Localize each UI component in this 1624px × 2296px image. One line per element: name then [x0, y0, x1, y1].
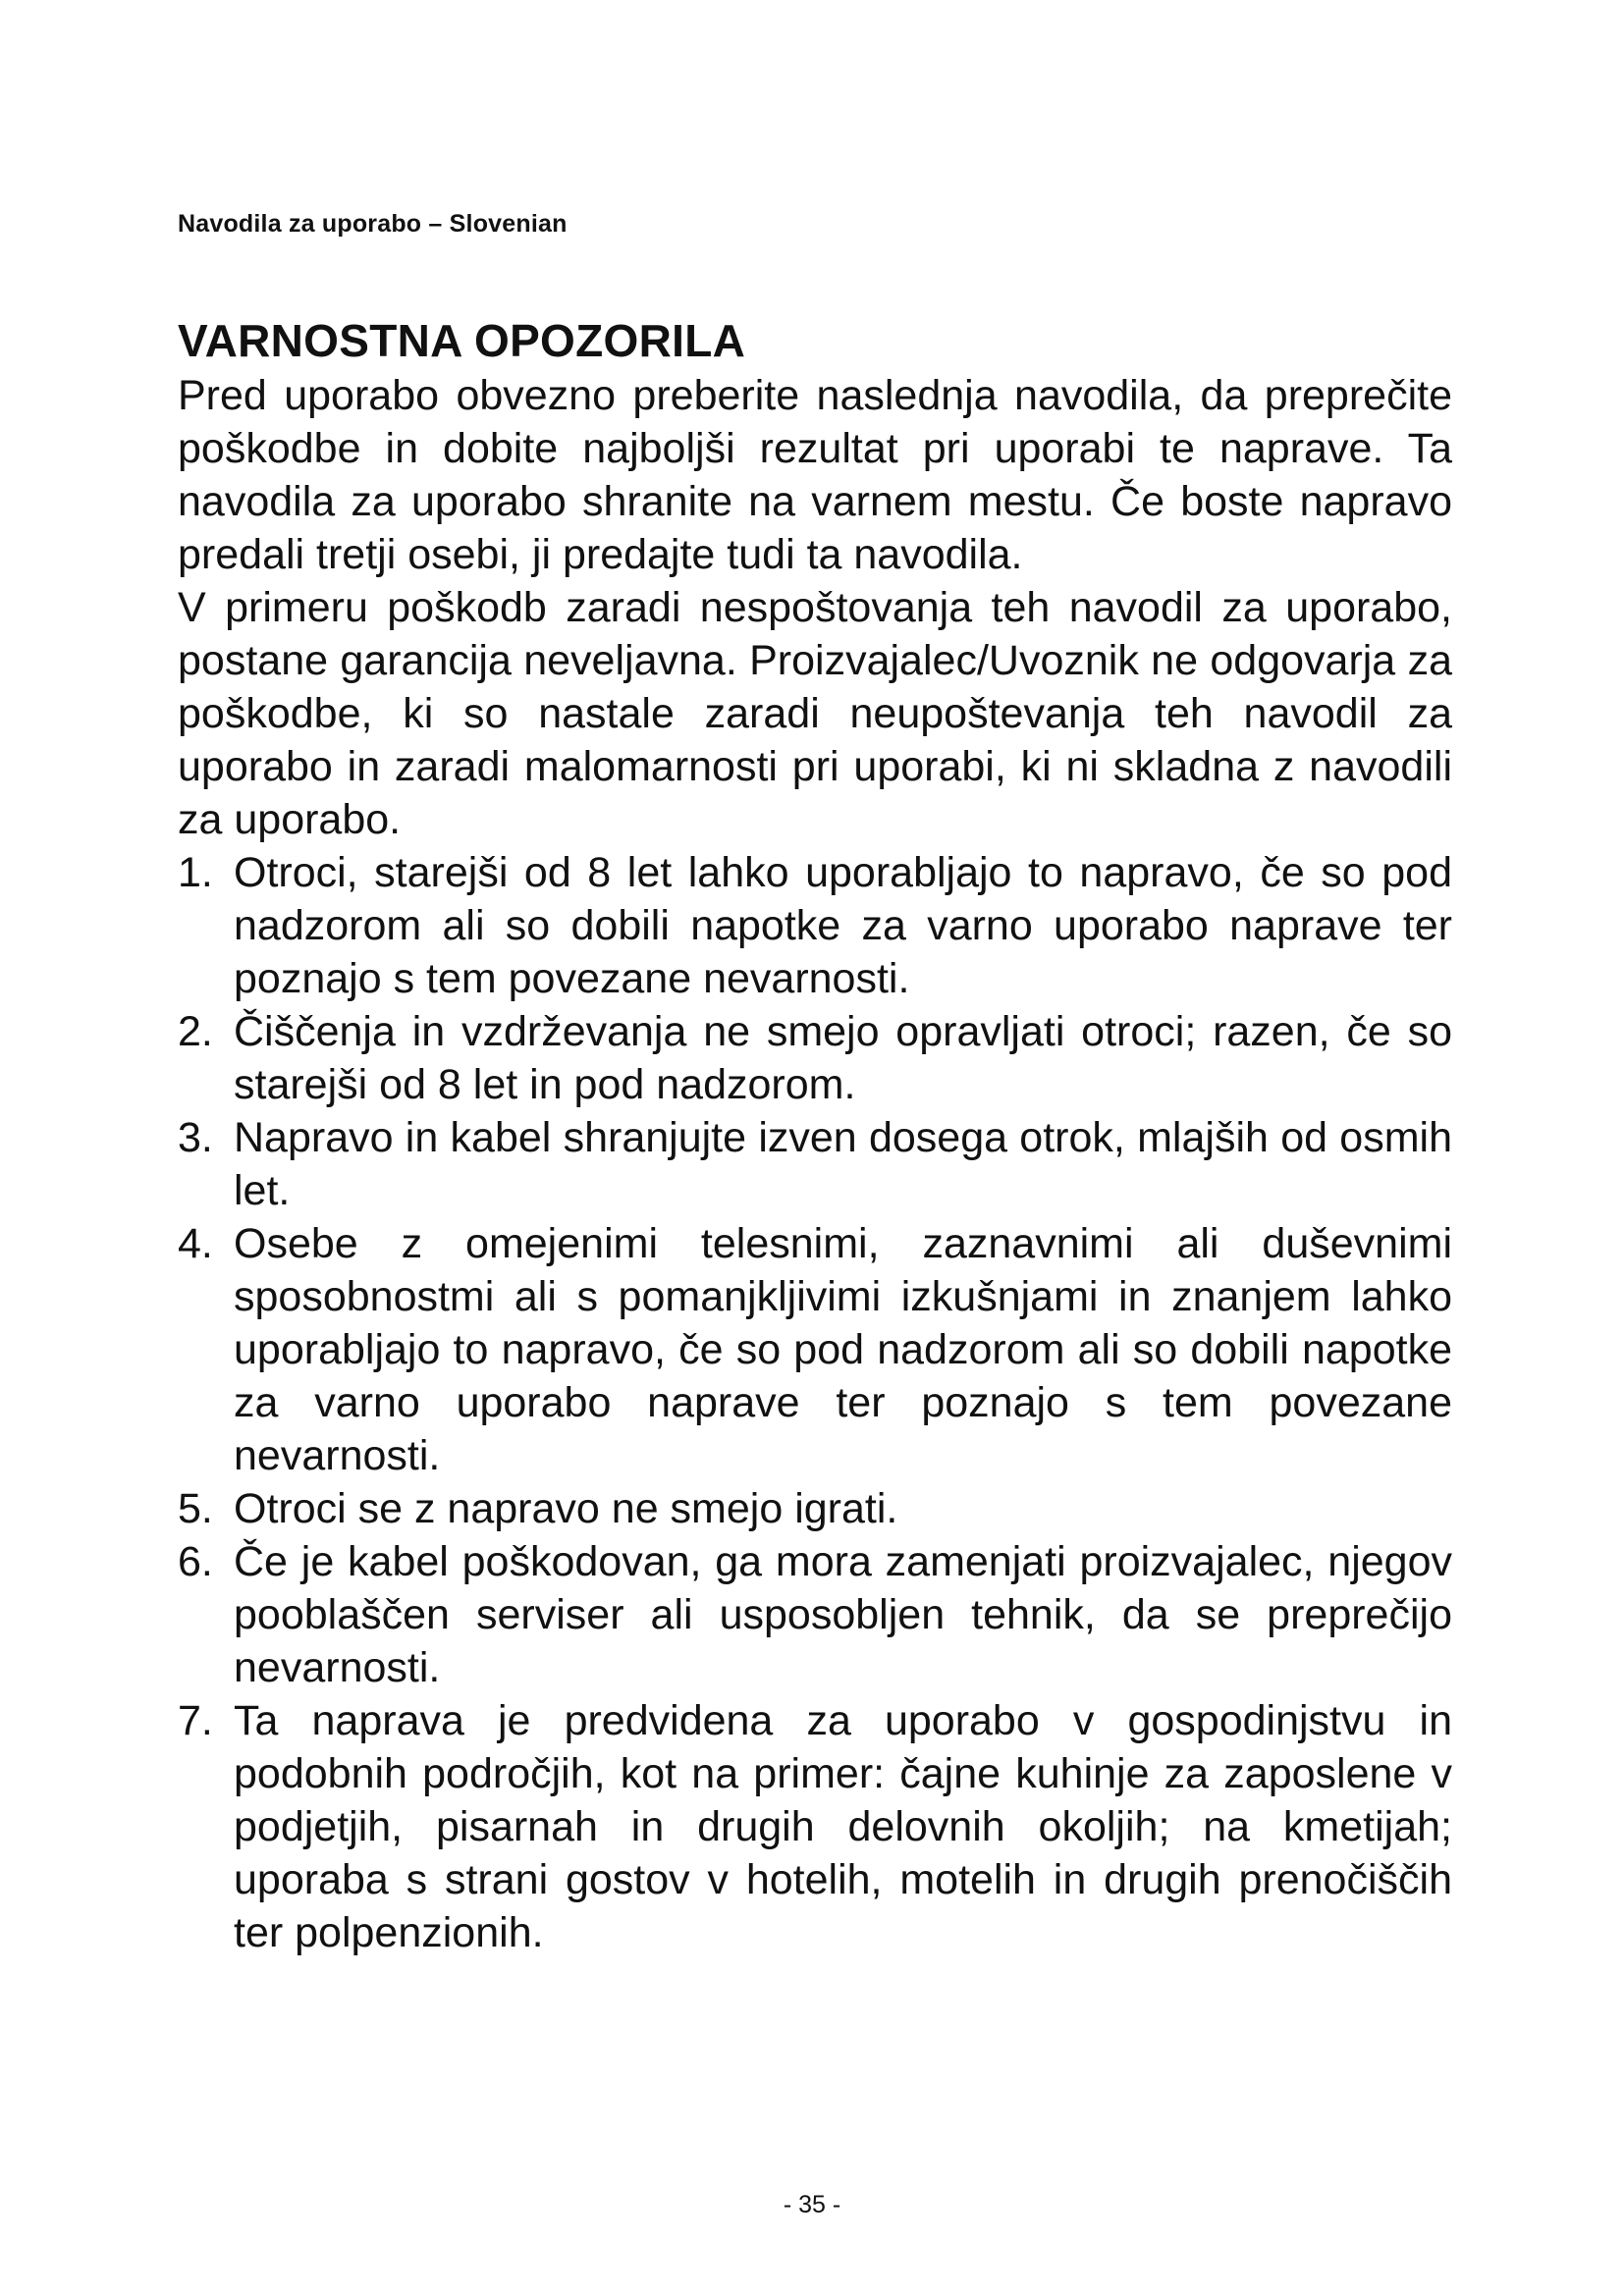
warranty-paragraph: V primeru poškodb zaradi nespoštovanja teh navodil za uporabo, postane garancija neveljavna. Proizvajalec/Uvoznik ne odgovarja za poškodbe, ki so nastale zaradi neupoštevanja teh navodil za uporabo in zaradi malomarnosti pri uporabi, ki ni skladna z navodili za uporabo. — [178, 584, 1452, 843]
list-item-text: Osebe z omejenimi telesnimi, zaznavnimi ali duševnimi sposobnostmi ali s pomanjkljivimi izkušnjami in znanjem lahko uporabljajo to napravo, če so pod nadzorom ali so dobili napotke za varno uporabo naprave ter poznajo s tem povezane nevarnosti. — [234, 1220, 1452, 1479]
safety-section — [178, 312, 1452, 1959]
list-item-number: 5. — [178, 1485, 213, 1532]
list-item-text: Otroci, starejši od 8 let lahko uporabljajo to napravo, če so pod nadzorom ali so dobili napotke za varno uporabo naprave ter poznajo s tem povezane nevarnosti. — [234, 849, 1452, 1002]
list-item-number: 2. — [178, 1008, 213, 1055]
running-header: Navodila za uporabo – Slovenian — [178, 210, 568, 238]
list-item-number: 7. — [178, 1697, 213, 1744]
list-item — [178, 1694, 1452, 1959]
list-item-text: Napravo in kabel shranjujte izven dosega otrok, mlajših od osmih let. — [234, 1114, 1452, 1214]
list-item — [178, 1535, 1452, 1694]
list-item-text: Otroci se z napravo ne smejo igrati. — [234, 1485, 898, 1532]
list-item-number: 6. — [178, 1538, 213, 1585]
list-item — [178, 1111, 1452, 1217]
section-title: VARNOSTNA OPOZORILA — [178, 315, 746, 366]
list-item-text: Če je kabel poškodovan, ga mora zamenjati proizvajalec, njegov pooblaščen serviser ali usposobljen tehnik, da se preprečijo nevarnosti. — [234, 1538, 1452, 1691]
page-number: - 35 - — [783, 2191, 841, 2218]
list-item-number: 4. — [178, 1220, 213, 1267]
intro-paragraph: Pred uporabo obvezno preberite naslednja navodila, da preprečite poškodbe in dobite najboljši rezultat pri uporabi te naprave. Ta navodila za uporabo shranite na varnem mestu. Če boste napravo predali tretji osebi, ji predajte tudi ta navodila. — [178, 372, 1452, 578]
safety-instructions-list — [178, 846, 1452, 1959]
list-item-number: 1. — [178, 849, 213, 896]
list-item-text: Ta naprava je predvidena za uporabo v gospodinjstvu in podobnih področjih, kot na primer: čajne kuhinje za zaposlene v podjetjih, pisarnah in drugih delovnih okoljih; na kmetijah; uporaba s strani gostov v hotelih, motelih in drugih prenočiščih ter polpenzionih. — [234, 1697, 1452, 1956]
list-item — [178, 846, 1452, 1005]
list-item — [178, 1217, 1452, 1482]
list-item — [178, 1005, 1452, 1111]
list-item — [178, 1482, 1452, 1535]
list-item-text: Čiščenja in vzdrževanja ne smejo opravljati otroci; razen, če so starejši od 8 let in pod nadzorom. — [234, 1008, 1452, 1108]
list-item-number: 3. — [178, 1114, 213, 1161]
